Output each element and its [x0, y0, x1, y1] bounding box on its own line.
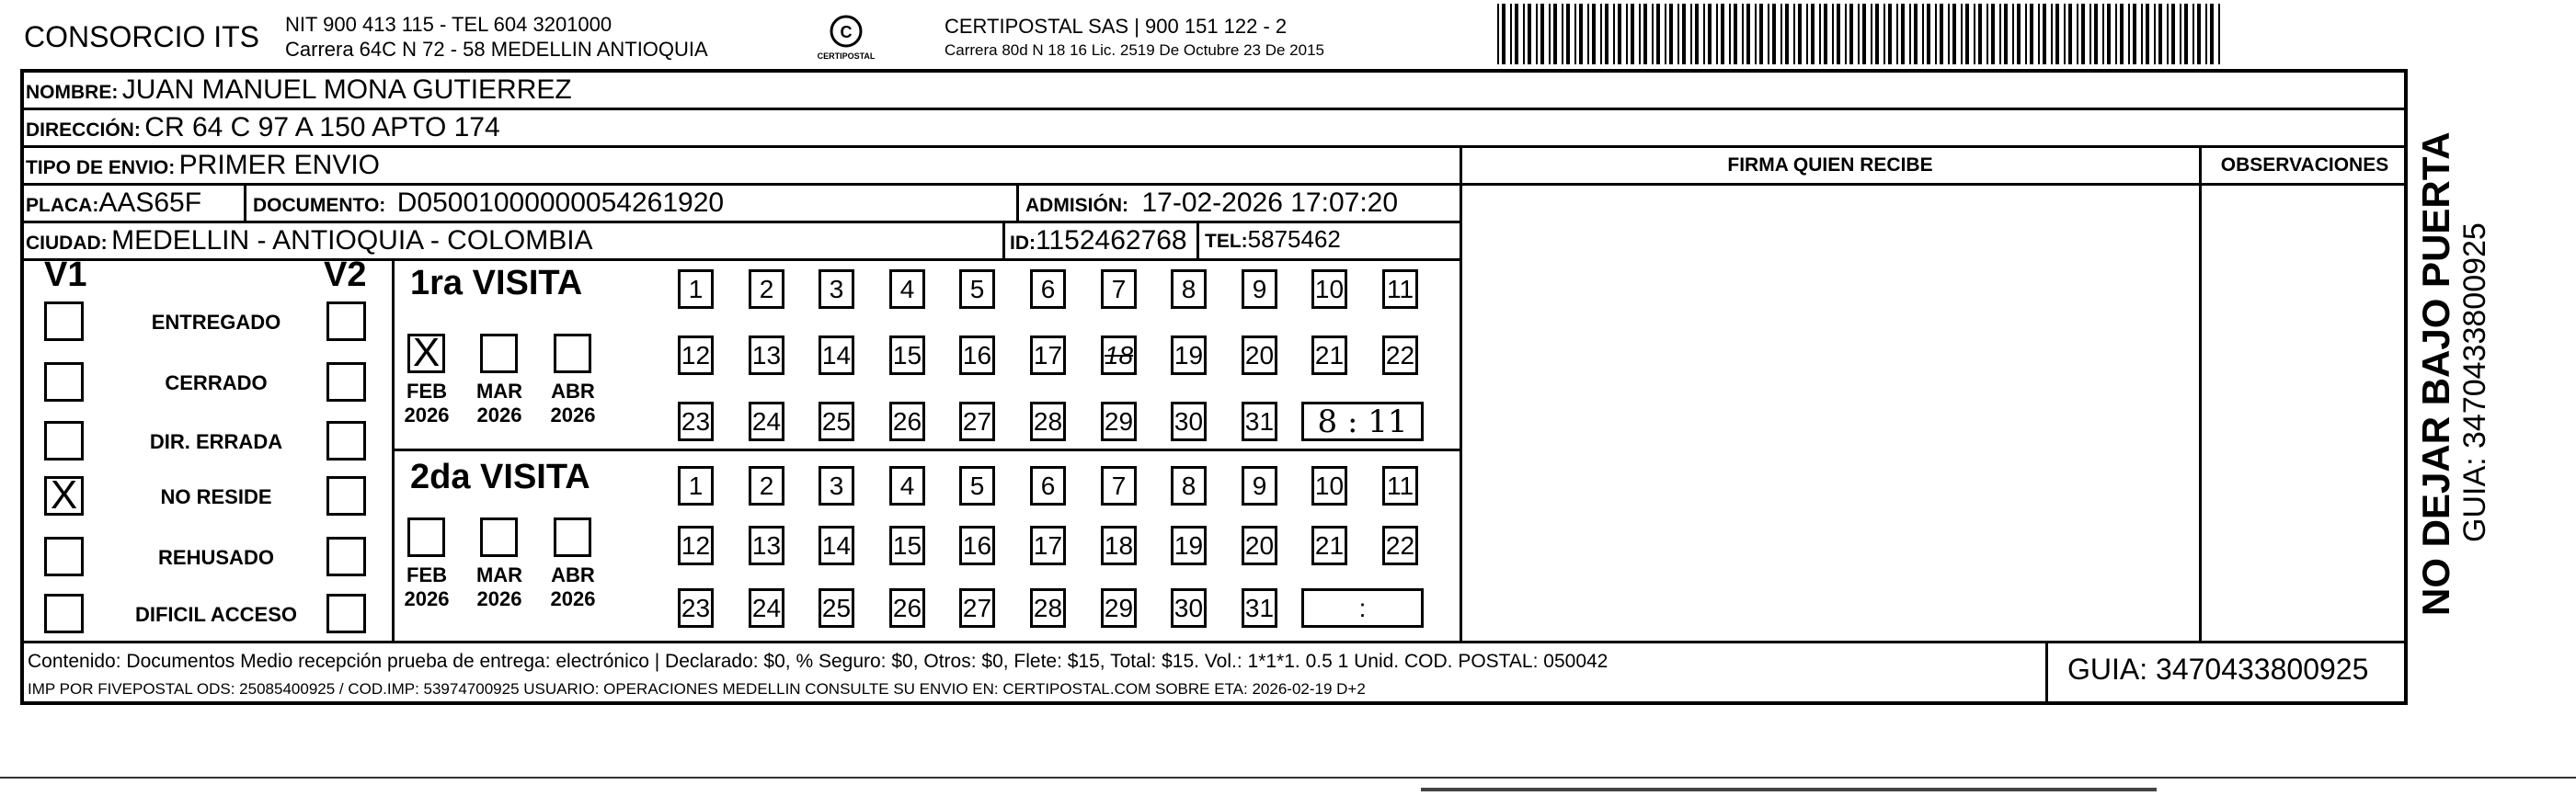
barcode-bar [1665, 4, 1666, 64]
day-box[interactable]: 21 [1311, 526, 1347, 565]
nombre-label: NOMBRE: [26, 82, 119, 103]
barcode-bar [1922, 4, 1924, 64]
day-box[interactable]: 19 [1171, 335, 1207, 375]
barcode-bar [1708, 4, 1712, 64]
v1-checkbox[interactable] [44, 594, 84, 633]
barcode-bar [1806, 4, 1808, 64]
day-box[interactable]: 20 [1242, 526, 1277, 565]
barcode-bar [1978, 4, 1982, 64]
day-box[interactable]: 7 [1101, 269, 1137, 309]
day-box[interactable]: 5 [959, 466, 995, 506]
barcode-bar [1574, 4, 1576, 64]
v1-header: V1 [44, 256, 87, 294]
ciudad-label: CIUDAD: [26, 233, 108, 254]
month-checkbox[interactable] [480, 334, 518, 373]
id-cell [1010, 225, 1187, 256]
placa-cell [26, 188, 201, 219]
barcode-bar [2180, 4, 2181, 64]
ciudad-value: MEDELLIN - ANTIOQUIA - COLOMBIA [111, 225, 593, 256]
v2-checkbox[interactable] [326, 476, 366, 516]
tipo-envio-row [26, 150, 380, 181]
barcode-bar [1528, 4, 1531, 64]
day-box[interactable]: 16 [959, 526, 995, 565]
barcode-bar [1656, 4, 1660, 64]
barcode-bar [1626, 4, 1628, 64]
barcode-bar [1883, 4, 1885, 64]
day-box[interactable]: 23 [678, 402, 714, 441]
footer-line-2: IMP POR FIVEPOSTAL ODS: 25085400925 / COD.IMP: 53974700925 USUARIO: OPERACIONES MEDELLIN CONSULTE SU ENVIO EN: CERTIPOSTAL.COM SOBRE ETA: 2026-02-19 D+2 [28, 680, 1366, 698]
v2-checkbox[interactable] [326, 301, 366, 341]
company-name: CONSORCIO ITS [24, 20, 260, 53]
barcode-bar [1540, 4, 1544, 64]
barcode-bar [2120, 4, 2124, 64]
day-box[interactable]: 1 [678, 269, 714, 309]
day-box[interactable]: 15 [889, 335, 925, 375]
day-box[interactable]: 8 [1171, 269, 1207, 309]
barcode-bar [1845, 4, 1847, 64]
barcode-bar [1682, 4, 1686, 64]
barcode-bar [1742, 4, 1744, 64]
month-label: ABR [551, 380, 595, 403]
day-box[interactable]: 23 [678, 588, 714, 628]
barcode-bar [2210, 4, 2214, 64]
admision-label: ADMISIÓN: [1025, 195, 1128, 216]
barcode-bar [2038, 4, 2040, 64]
barcode-bar [2094, 4, 2098, 64]
day-box[interactable]: 20 [1242, 335, 1277, 375]
barcode-bar [1837, 4, 1840, 64]
v2-checkbox[interactable] [326, 362, 366, 402]
barcode-bar [2064, 4, 2066, 64]
barcode-bar [1832, 4, 1834, 64]
day-box[interactable]: 5 [959, 269, 995, 309]
barcode-bar [2146, 4, 2149, 64]
barcode-bar [2205, 4, 2207, 64]
status-label: ENTREGADO [151, 311, 281, 334]
barcode-bar [2102, 4, 2104, 64]
barcode-bar [1974, 4, 1975, 64]
placa-value: AAS65F [98, 188, 202, 218]
barcode-bar [1948, 4, 1950, 64]
day-box[interactable]: 26 [889, 402, 925, 441]
day-box[interactable]: 8 [1171, 466, 1207, 506]
barcode-bar [2068, 4, 2072, 64]
barcode-bar [2171, 4, 2175, 64]
status-label: DIR. ERRADA [149, 430, 283, 453]
barcode-bar [1965, 4, 1969, 64]
month-label: MAR [475, 563, 523, 586]
month-checkbox[interactable] [554, 517, 591, 557]
barcode-bar [1875, 4, 1879, 64]
day-box[interactable]: 6 [1030, 269, 1066, 309]
barcode-bar [1888, 4, 1892, 64]
day-box[interactable]: 27 [959, 402, 995, 441]
v1-checkbox[interactable] [44, 362, 84, 402]
barcode-bar [1669, 4, 1673, 64]
v1-checkbox[interactable] [44, 301, 84, 341]
day-box[interactable]: 14 [819, 526, 854, 565]
day-box[interactable]: 25 [819, 588, 854, 628]
documento-cell [253, 188, 724, 219]
barcode-bar [2055, 4, 2059, 64]
day-box[interactable]: 17 [1030, 526, 1066, 565]
barcode-bar [1716, 4, 1718, 64]
barcode-bar [2197, 4, 2201, 64]
barcode-bar [2030, 4, 2033, 64]
barcode-bar [1935, 4, 1937, 64]
admision-value: 17-02-2026 17:07:20 [1141, 188, 1399, 218]
barcode-bar [1703, 4, 1705, 64]
barcode-bar [1793, 4, 1795, 64]
month-year: 2026 [550, 587, 596, 610]
month-checkbox[interactable]: X [407, 334, 445, 373]
day-box[interactable]: 13 [749, 335, 784, 375]
day-box[interactable]: 9 [1242, 269, 1277, 309]
bottom-rule-right [1421, 788, 2157, 791]
barcode-bar [2141, 4, 2143, 64]
barcode-bar [1734, 4, 1737, 64]
day-box[interactable]: 17 [1030, 335, 1066, 375]
barcode-bar [1587, 4, 1589, 64]
day-box[interactable]: 11 [1382, 466, 1418, 506]
barcode-bar [1940, 4, 1943, 64]
barcode-bar [1497, 4, 1499, 64]
barcode-bar [1690, 4, 1692, 64]
direccion-row [26, 112, 500, 143]
barcode-bar [1755, 4, 1757, 64]
barcode-bar [1631, 4, 1634, 64]
barcode-bar [2115, 4, 2117, 64]
v1-checkbox[interactable]: X [44, 476, 84, 516]
month-checkbox[interactable] [480, 517, 518, 557]
direccion-label: DIRECCIÓN: [26, 119, 141, 141]
barcode-bar [1785, 4, 1789, 64]
day-box[interactable]: 22 [1382, 335, 1418, 375]
visit2-time[interactable]: : [1301, 588, 1424, 628]
side-warning: NO DEJAR BAJO PUERTA [2414, 131, 2457, 616]
barcode-bar [2081, 4, 2085, 64]
barcode-bar [1618, 4, 1621, 64]
day-box[interactable]: 18 [1101, 526, 1137, 565]
barcode-bar [1824, 4, 1827, 64]
month-label: FEB [406, 563, 447, 586]
day-box[interactable]: 27 [959, 588, 995, 628]
barcode-bar [1849, 4, 1853, 64]
barcode-bar [1652, 4, 1654, 64]
month-year: 2026 [550, 404, 596, 426]
barcode-bar [1592, 4, 1596, 64]
certipostal-line-1: CERTIPOSTAL SAS | 900 151 122 - 2 [945, 15, 1288, 38]
barcode-bar [1502, 4, 1506, 64]
barcode-bar [2089, 4, 2091, 64]
admision-cell [1025, 188, 1398, 219]
barcode-bar [1768, 4, 1769, 64]
day-box[interactable]: 31 [1242, 588, 1277, 628]
barcode-bar [1772, 4, 1776, 64]
day-box[interactable]: 31 [1242, 402, 1277, 441]
day-box[interactable]: 12 [678, 526, 714, 565]
v2-checkbox[interactable] [326, 537, 366, 576]
firma-header: FIRMA QUIEN RECIBE [1727, 154, 1933, 176]
day-box[interactable]: 15 [889, 526, 925, 565]
month-label: MAR [475, 380, 523, 403]
barcode-bar [2133, 4, 2136, 64]
day-box[interactable]: 6 [1030, 466, 1066, 506]
documento-value: D05001000000054261920 [396, 188, 725, 218]
day-box[interactable]: 29 [1101, 588, 1137, 628]
barcode-bar [1759, 4, 1763, 64]
tel-cell [1205, 225, 1341, 254]
day-box[interactable]: 24 [749, 402, 784, 441]
day-box[interactable]: 14 [819, 335, 854, 375]
status-label: DIFICIL ACCESO [134, 603, 297, 626]
barcode-bar [1819, 4, 1821, 64]
day-box[interactable]: 4 [889, 466, 925, 506]
ciudad-cell [26, 225, 593, 256]
status-label: NO RESIDE [160, 485, 272, 508]
day-box[interactable]: 28 [1030, 402, 1066, 441]
tel-value: 5875462 [1247, 225, 1341, 253]
barcode-bar [1862, 4, 1866, 64]
certipostal-logo [809, 13, 883, 66]
barcode-bar [1579, 4, 1583, 64]
day-box[interactable]: 3 [819, 466, 854, 506]
barcode-bar [1613, 4, 1615, 64]
day-box[interactable]: 18 [1101, 335, 1137, 375]
barcode-bar [1510, 4, 1512, 64]
barcode-bar [1999, 4, 2001, 64]
barcode [1497, 4, 2224, 64]
barcode-bar [1721, 4, 1724, 64]
barcode-bar [1914, 4, 1918, 64]
barcode-bar [2043, 4, 2046, 64]
barcode-bar [2184, 4, 2188, 64]
barcode-bar [1600, 4, 1602, 64]
barcode-bar [2154, 4, 2156, 64]
month-checkbox[interactable] [554, 334, 591, 373]
barcode-bar [1871, 4, 1872, 64]
barcode-bar [1986, 4, 1988, 64]
month-checkbox[interactable] [407, 517, 445, 557]
company-line-1: NIT 900 413 115 - TEL 604 3201000 [285, 13, 613, 36]
day-box[interactable]: 10 [1311, 466, 1347, 506]
placa-label: PLACA: [26, 195, 99, 216]
tipo-label: TIPO DE ENVIO: [26, 157, 176, 178]
barcode-bar [1896, 4, 1898, 64]
month-year: 2026 [476, 587, 522, 610]
barcode-bar [1811, 4, 1815, 64]
month-year: 2026 [404, 404, 450, 426]
barcode-bar [1858, 4, 1860, 64]
documento-label: DOCUMENTO: [253, 195, 386, 216]
day-box[interactable]: 24 [749, 588, 784, 628]
day-box[interactable]: 10 [1311, 269, 1347, 309]
barcode-bar [2107, 4, 2111, 64]
barcode-bar [2128, 4, 2130, 64]
direccion-value: CR 64 C 97 A 150 APTO 174 [144, 112, 500, 142]
day-box[interactable]: 1 [678, 466, 714, 506]
day-box[interactable]: 2 [749, 269, 784, 309]
barcode-bar [1536, 4, 1538, 64]
barcode-bar [2192, 4, 2194, 64]
month-year: 2026 [476, 404, 522, 426]
day-box[interactable]: 4 [889, 269, 925, 309]
status-label: REHUSADO [158, 546, 274, 569]
visit1-title: 1ra VISITA [410, 264, 583, 302]
barcode-bar [1798, 4, 1802, 64]
day-box[interactable]: 9 [1242, 466, 1277, 506]
barcode-bar [2218, 4, 2220, 64]
day-box[interactable]: 28 [1030, 588, 1066, 628]
day-box[interactable]: 2 [749, 466, 784, 506]
day-box[interactable]: 21 [1311, 335, 1347, 375]
tel-label: TEL: [1205, 231, 1248, 252]
day-box[interactable]: 3 [819, 269, 854, 309]
barcode-bar [1909, 4, 1911, 64]
month-label: FEB [406, 380, 447, 403]
barcode-bar [1729, 4, 1731, 64]
barcode-bar [2012, 4, 2014, 64]
observaciones-header: OBSERVACIONES [2220, 154, 2389, 176]
day-box[interactable]: 16 [959, 335, 995, 375]
day-box[interactable]: 29 [1101, 402, 1137, 441]
day-box[interactable]: 30 [1171, 402, 1207, 441]
day-box[interactable]: 12 [678, 335, 714, 375]
svg-text:C: C [840, 23, 853, 41]
barcode-bar [1553, 4, 1557, 64]
month-year: 2026 [404, 587, 450, 610]
v2-header: V2 [324, 256, 367, 294]
day-box[interactable]: 19 [1171, 526, 1207, 565]
day-box[interactable]: 30 [1171, 588, 1207, 628]
barcode-bar [1549, 4, 1551, 64]
v2-checkbox[interactable] [326, 421, 366, 461]
barcode-bar [1515, 4, 1518, 64]
footer-guia: GUIA: 3470433800925 [2067, 653, 2369, 686]
day-box[interactable]: 7 [1101, 466, 1137, 506]
nombre-row [26, 74, 572, 106]
status-label: CERRADO [165, 371, 268, 394]
barcode-bar [2017, 4, 2021, 64]
day-box[interactable]: 25 [819, 402, 854, 441]
tipo-value: PRIMER ENVIO [178, 150, 381, 180]
barcode-bar [1952, 4, 1956, 64]
barcode-bar [2077, 4, 2078, 64]
barcode-bar [2167, 4, 2169, 64]
id-label: ID: [1010, 233, 1036, 254]
barcode-graphic [1497, 4, 2224, 64]
day-box[interactable]: 13 [749, 526, 784, 565]
barcode-bar [2004, 4, 2008, 64]
barcode-bar [1677, 4, 1679, 64]
month-label: ABR [551, 563, 595, 586]
v1-checkbox[interactable] [44, 537, 84, 576]
id-value: 1152462768 [1036, 225, 1187, 256]
v2-checkbox[interactable] [326, 594, 366, 633]
visit1-time[interactable]: 8 : 11 [1301, 402, 1424, 441]
company-line-2: Carrera 64C N 72 - 58 MEDELLIN ANTIOQUIA [285, 38, 708, 61]
barcode-bar [1991, 4, 1995, 64]
nombre-value: JUAN MANUEL MONA GUTIERREZ [121, 74, 572, 105]
visit2-title: 2da VISITA [410, 458, 590, 496]
logo-text: CERTIPOSTAL [817, 51, 876, 61]
barcode-bar [1901, 4, 1905, 64]
barcode-bar [2158, 4, 2162, 64]
barcode-bar [1523, 4, 1525, 64]
day-box[interactable]: 11 [1382, 269, 1418, 309]
barcode-bar [1780, 4, 1782, 64]
barcode-bar [1643, 4, 1647, 64]
barcode-bar [1961, 4, 1963, 64]
v1-checkbox[interactable] [44, 421, 84, 461]
barcode-bar [2025, 4, 2027, 64]
barcode-bar [1566, 4, 1570, 64]
barcode-bar [1562, 4, 1563, 64]
footer-line-1: Contenido: Documentos Medio recepción prueba de entrega: electrónico | Declarado: $0, % Seguro: $0, Otros: $0, Flete: $15, Total: $15. Vol.: 1*1*1. 0.5 1 Unid. COD. POSTAL: 050042 [28, 651, 1609, 672]
barcode-bar [1695, 4, 1699, 64]
barcode-bar [1605, 4, 1609, 64]
barcode-bar [1927, 4, 1930, 64]
bottom-rule-left [0, 777, 2576, 779]
day-box[interactable]: 26 [889, 588, 925, 628]
barcode-bar [1639, 4, 1641, 64]
side-guia: GUIA: 3470433800925 [2457, 222, 2492, 542]
certipostal-line-2: Carrera 80d N 18 16 Lic. 2519 De Octubre 23 De 2015 [945, 41, 1324, 59]
barcode-bar [2051, 4, 2053, 64]
barcode-bar [1746, 4, 1750, 64]
day-box[interactable]: 22 [1382, 526, 1418, 565]
